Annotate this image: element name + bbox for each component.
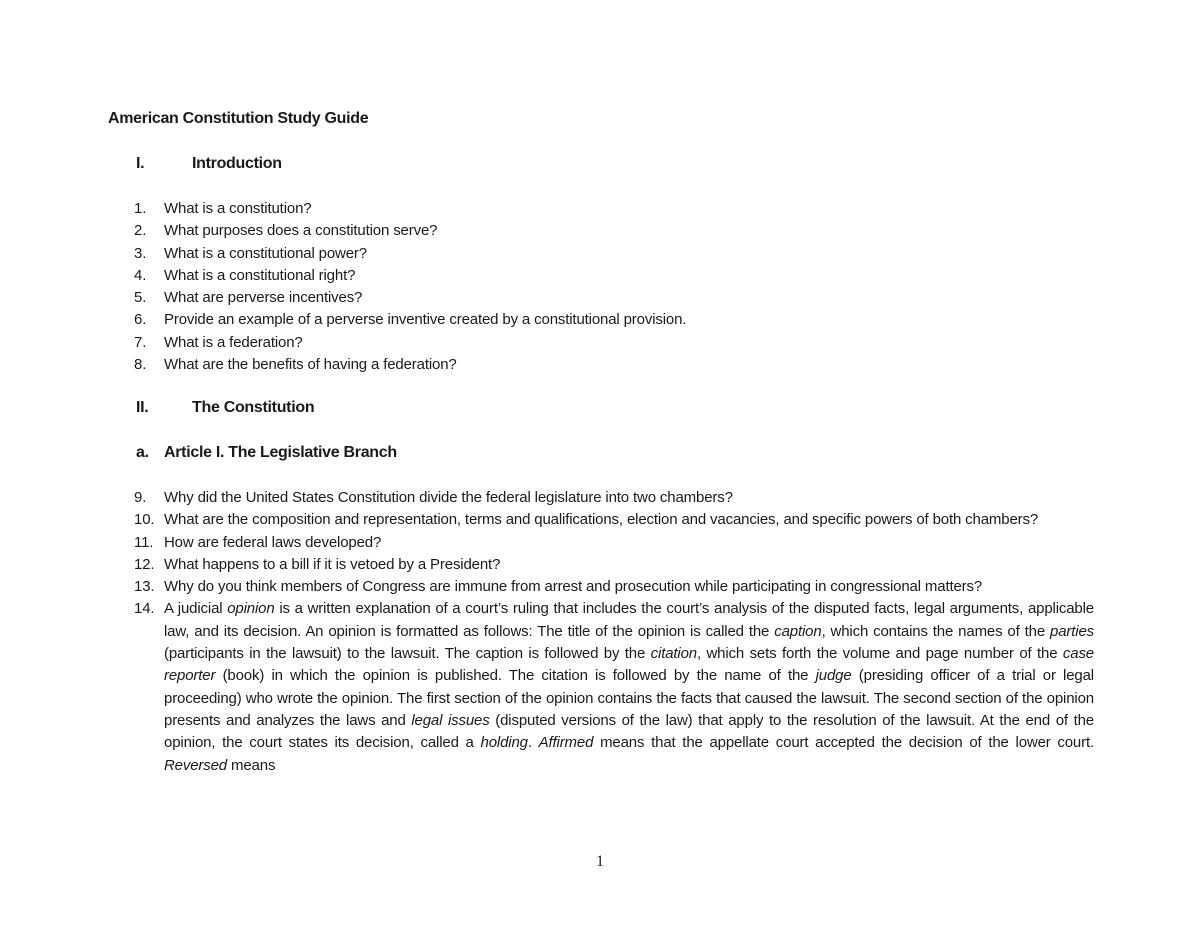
item-text: What are the benefits of having a federation? [164, 356, 457, 374]
text-run: is a written explanation of a court’s ruling that includes the court’s analysis of the disputed facts, legal arguments, applicable law, and its decision. An opinion is formatted as follows: The title of the opinion is called the [164, 600, 1094, 640]
text-run: means [227, 756, 276, 774]
text-run: A judicial [164, 600, 228, 618]
section-heading-introduction [136, 155, 282, 173]
list-item [134, 265, 1094, 287]
italic-term: caption [774, 622, 822, 640]
list-item [134, 487, 1094, 509]
list-item [134, 220, 1094, 242]
text-run: (disputed versions of the law) that apply to the resolution of the lawsuit. At the end of the opinion, the court states its decision, called a [164, 711, 1094, 752]
item-text: What is a constitutional right? [164, 266, 356, 284]
list-item [134, 287, 1094, 309]
italic-term: judge [815, 667, 852, 685]
item-number: 8. [134, 356, 147, 374]
item-number: 9. [134, 489, 147, 506]
section-number: II. [136, 399, 149, 416]
item-text: What happens to a bill if it is vetoed by a President? [164, 555, 501, 573]
list-item [134, 554, 1094, 576]
subsection-heading-article-i [136, 444, 397, 462]
item-text: Why did the United States Constitution divide the federal legislature into two chambers? [164, 489, 733, 506]
section-heading-constitution [136, 399, 314, 417]
list-item [134, 198, 1094, 220]
item-text: What is a constitutional power? [164, 244, 367, 262]
item-text: What are the composition and representation, terms and qualifications, election and vacancies, and specific powers of both chambers? [164, 511, 1039, 529]
italic-term: parties [1050, 622, 1094, 640]
list-item [134, 576, 1094, 598]
legislative-question-list [134, 487, 1094, 777]
item-number: 5. [134, 289, 147, 307]
list-item [134, 354, 1094, 376]
item-text-judicial-opinion [164, 598, 1094, 776]
item-text: What purposes does a constitution serve? [164, 222, 438, 240]
item-text: How are federal laws developed? [164, 533, 382, 551]
item-text: Provide an example of a perverse inventive created by a constitutional provision. [164, 311, 687, 329]
item-number: 2. [134, 222, 147, 240]
text-run: . [527, 734, 539, 752]
text-run: (presiding officer of a trial or legal proceeding) who wrote the opinion. The first section of the opinion contains the facts that caused the lawsuit. The second section of the opinion presents and analyzes the laws and [164, 667, 1094, 729]
item-number: 1. [134, 200, 147, 217]
italic-term: opinion [227, 600, 275, 618]
list-item [134, 332, 1094, 354]
list-item [134, 309, 1094, 331]
list-item [134, 598, 1094, 776]
document-title: American Constitution Study Guide [108, 110, 369, 127]
page-number: 1 [596, 853, 604, 870]
section-label: Introduction [192, 155, 282, 172]
text-run: , which sets forth the volume and page number of the [697, 645, 1063, 663]
subsection-label: Article I. The Legislative Branch [164, 444, 397, 461]
item-number: 4. [134, 266, 147, 284]
item-number: 6. [134, 311, 147, 329]
list-item [134, 509, 1094, 531]
italic-term: Reversed [164, 756, 227, 774]
italic-term: Affirmed [538, 734, 594, 752]
list-item [134, 532, 1094, 554]
item-text: What is a federation? [164, 333, 303, 351]
item-number: 13. [134, 578, 155, 596]
item-number: 12. [134, 555, 155, 573]
item-number: 10. [134, 511, 155, 529]
item-number: 14. [134, 600, 155, 618]
list-item [134, 243, 1094, 265]
item-text: Why do you think members of Congress are immune from arrest and prosecution while participating in congressional matters? [164, 578, 983, 596]
item-text: What is a constitution? [164, 200, 312, 217]
italic-term: holding [480, 734, 528, 752]
section-number: I. [136, 155, 145, 172]
item-number: 7. [134, 333, 147, 351]
section-label: The Constitution [192, 399, 315, 416]
italic-term: legal issues [411, 711, 490, 729]
italic-term: citation [650, 645, 697, 663]
italic-term: case reporter [164, 645, 1094, 685]
text-run: (book) in which the opinion is published. The citation is followed by the name of the [215, 667, 816, 685]
text-run: , which contains the names of the [821, 622, 1051, 640]
text-run: (participants in the lawsuit) to the lawsuit. The caption is followed by the [164, 645, 651, 663]
text-run: means that the appellate court accepted the decision of the lower court. [593, 734, 1094, 752]
subsection-letter: a. [136, 444, 149, 461]
item-text: What are perverse incentives? [164, 289, 363, 307]
item-number: 3. [134, 244, 147, 262]
item-number: 11. [134, 533, 154, 551]
intro-question-list [134, 198, 1094, 376]
